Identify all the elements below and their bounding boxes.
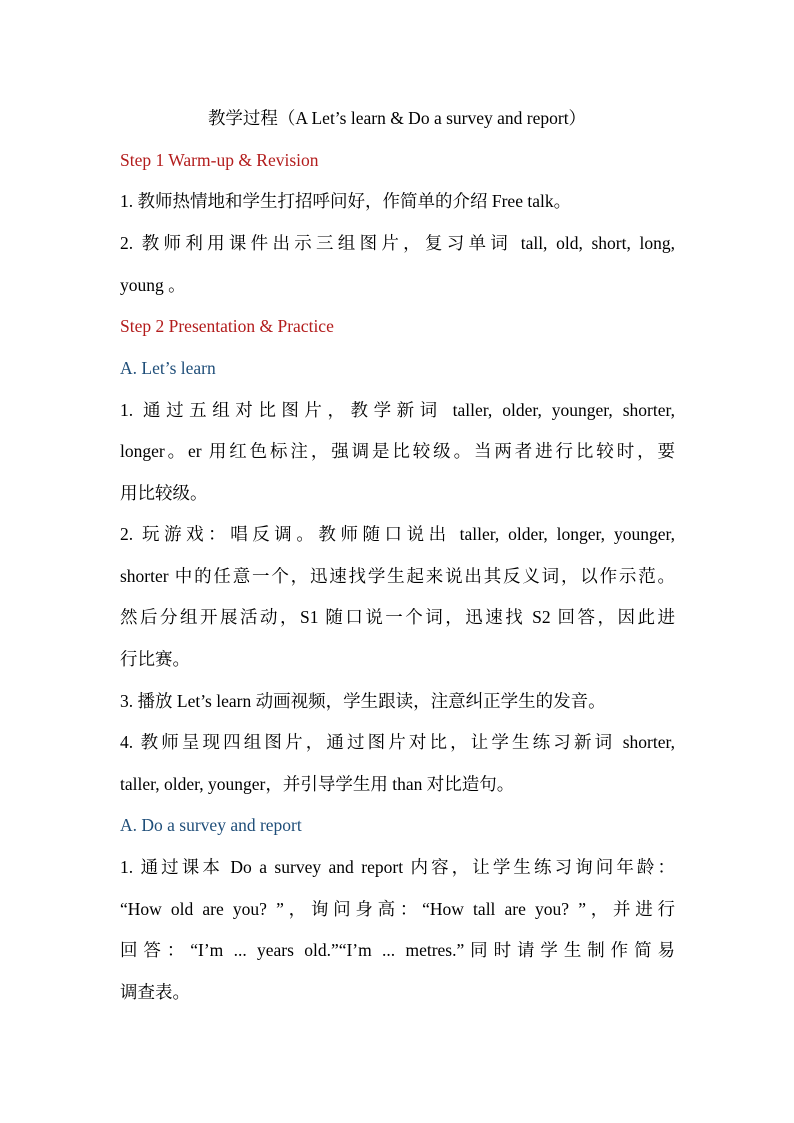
lets-learn-item3: 3. 播放 Let’s learn 动画视频，学生跟读，注意纠正学生的发音。	[120, 691, 606, 711]
lets-learn-item2-line4: 行比赛。	[120, 649, 190, 669]
lets-learn-item2-line1: 2. 玩游戏：唱反调。教师随口说出 taller, older, longer, younger,	[120, 524, 675, 544]
step2-heading: Step 2 Presentation & Practice	[120, 316, 334, 336]
lets-learn-item4-line1: 4. 教师呈现四组图片，通过图片对比，让学生练习新词 shorter,	[120, 732, 675, 752]
step1-item2-line1: 2. 教师利用课件出示三组图片，复习单词 tall, old, short, long,	[120, 233, 675, 253]
lets-learn-heading: A. Let’s learn	[120, 358, 216, 378]
step1-item2-line2: young 。	[120, 275, 186, 295]
survey-item1-line4: 调查表。	[120, 982, 190, 1002]
survey-item1-line1: 1. 通过课本 Do a survey and report 内容，让学生练习询问年龄：	[120, 857, 675, 877]
survey-item1-line3: 回答：“I’m ... years old.”“I’m ... metres.”同时请学生制作简易	[120, 940, 675, 960]
survey-item1-line2: “How old are you? ”，询问身高：“How tall are you? ”，并进行	[120, 899, 675, 919]
survey-heading: A. Do a survey and report	[120, 815, 302, 835]
lets-learn-item2-line3: 然后分组开展活动，S1 随口说一个词，迅速找 S2 回答，因此进	[120, 607, 675, 627]
lets-learn-item1-line1: 1. 通过五组对比图片，教学新词 taller, older, younger, shorter,	[120, 400, 675, 420]
lets-learn-item2-line2: shorter 中的任意一个，迅速找学生起来说出其反义词，以作示范。	[120, 566, 675, 586]
lets-learn-item1-line2: longer。er 用红色标注，强调是比较级。当两者进行比较时，要	[120, 441, 675, 461]
page-title: 教学过程（A Let’s learn & Do a survey and report）	[207, 108, 587, 128]
lets-learn-item4-line2: taller, older, younger，并引导学生用 than 对比造句。	[120, 774, 515, 794]
step1-heading: Step 1 Warm-up & Revision	[120, 150, 319, 170]
step1-item1: 1. 教师热情地和学生打招呼问好，作简单的介绍 Free talk。	[120, 191, 572, 211]
lets-learn-item1-line3: 用比较级。	[120, 483, 208, 503]
